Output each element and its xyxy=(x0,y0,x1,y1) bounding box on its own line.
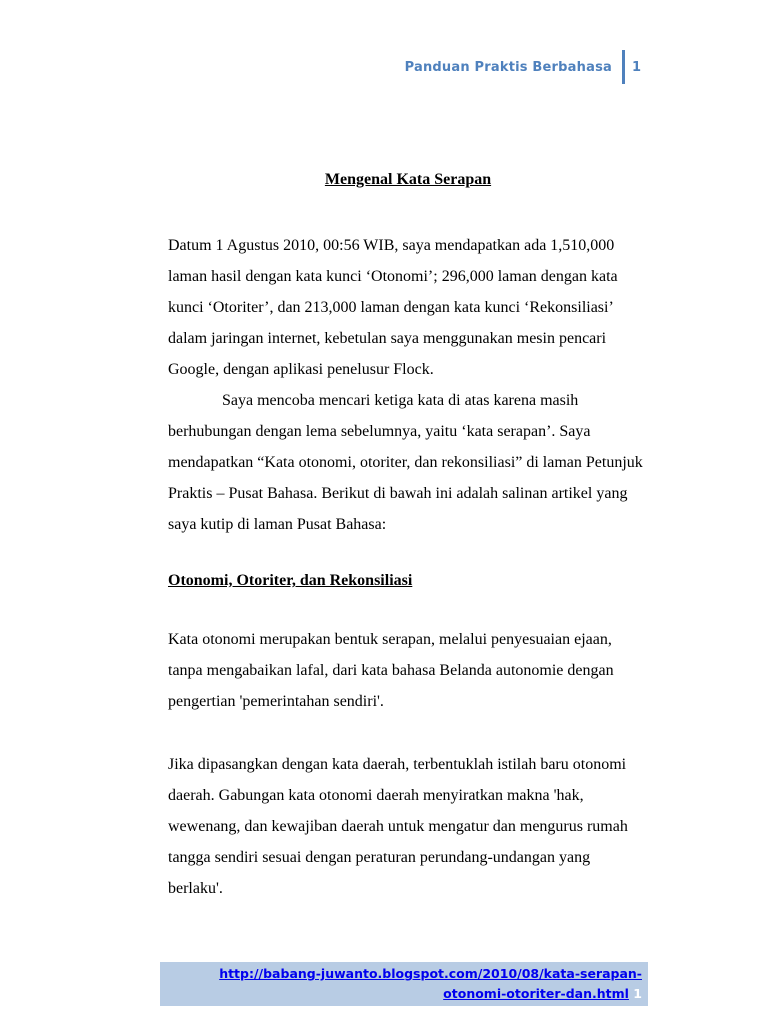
footer-link-line2[interactable]: otonomi-otoriter-dan.html xyxy=(443,986,629,1001)
document-body xyxy=(168,170,648,904)
paragraph-4: Jika dipasangkan dengan kata daerah, terbentuklah istilah baru otonomi daerah. Gabungan kata otonomi daerah menyiratkan makna 'hak, wewenang, dan kewajiban daerah untuk mengatur dan mengurus rumah tangga sendiri sesuai dengan peraturan perundang-undangan yang berlaku'. xyxy=(168,756,628,897)
paragraph-1: Datum 1 Agustus 2010, 00:56 WIB, saya mendapatkan ada 1,510,000 laman hasil dengan kata kunci ‘Otonomi’; 296,000 laman dengan kata kunci ‘Otoriter’, dan 213,000 laman dengan kata kunci ‘Rekonsiliasi’ dalam jaringan internet, kebetulan saya menggunakan mesin pencari Google, dengan aplikasi penelusur Flock. xyxy=(168,237,618,378)
header-divider xyxy=(622,50,625,84)
header-page-number: 1 xyxy=(632,60,642,75)
section-subheading: Otonomi, Otoriter, dan Rekonsiliasi xyxy=(168,572,413,589)
footer-link-line1[interactable]: http://babang-juwanto.blogspot.com/2010/08/kata-serapan- xyxy=(219,966,642,981)
paragraph-2: Saya mencoba mencari ketiga kata di atas karena masih berhubungan dengan lema sebelumnya, yaitu ‘kata serapan’. Saya mendapatkan “Kata otonomi, otoriter, dan rekonsiliasi” di laman Petunjuk Praktis – Pusat Bahasa. Berikut di bawah ini adalah salinan artikel yang saya kutip di laman Pusat Bahasa: xyxy=(168,392,643,533)
page-header xyxy=(0,50,768,84)
page-footer xyxy=(160,962,648,1006)
footer-page-number: 1 xyxy=(633,986,642,1001)
header-title: Panduan Praktis Berbahasa xyxy=(404,60,612,75)
document-title: Mengenal Kata Serapan xyxy=(324,171,492,188)
paragraph-3: Kata otonomi merupakan bentuk serapan, melalui penyesuaian ejaan, tanpa mengabaikan lafal, dari kata bahasa Belanda autonomie dengan pengertian 'pemerintahan sendiri'. xyxy=(168,631,614,710)
